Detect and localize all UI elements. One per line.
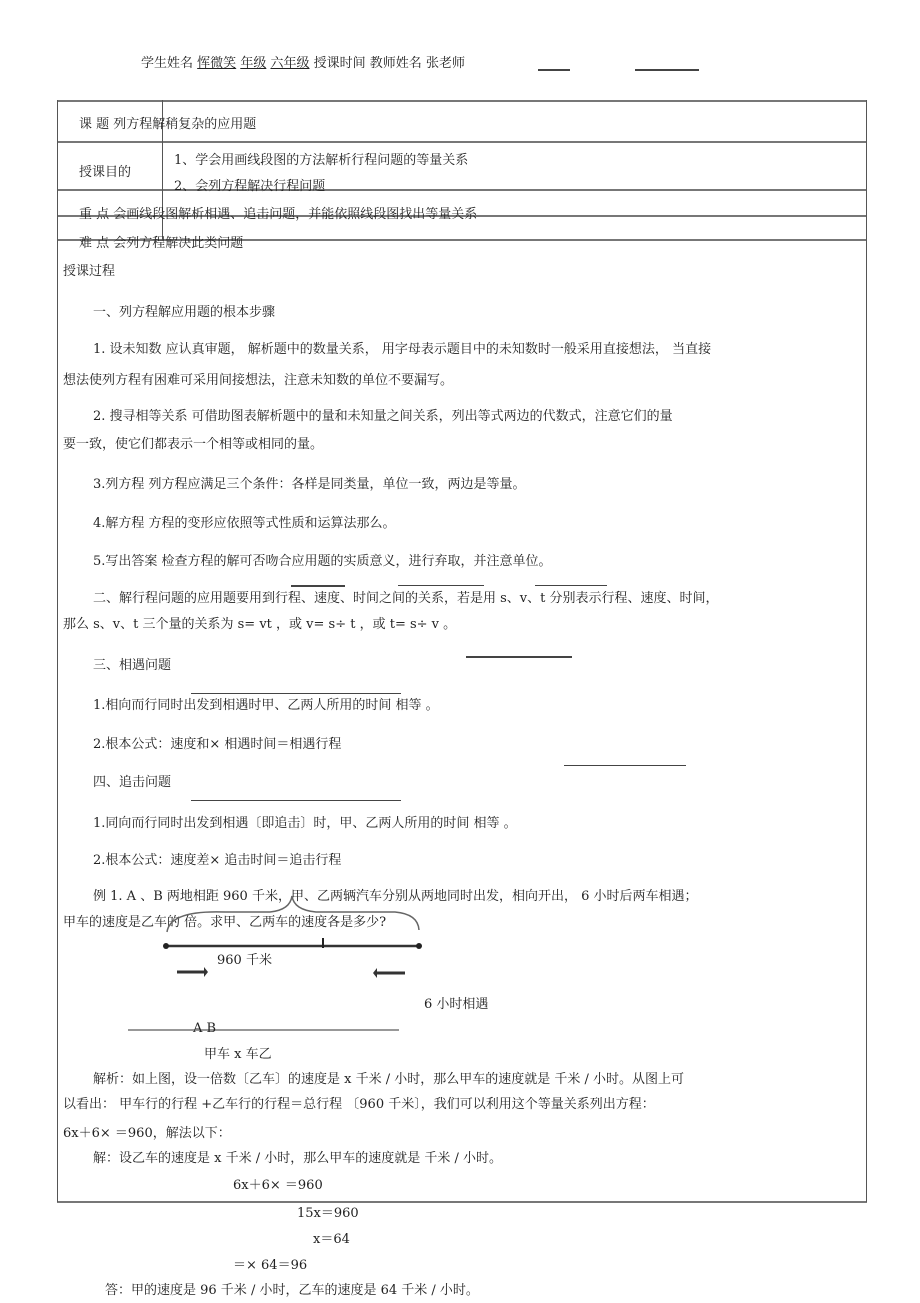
grade-value: 六年级 [270,56,310,71]
answer-text: 答：甲的速度是 96 千米 / 小时，乙车的速度是 64 千米 / 小时。 [105,1283,479,1298]
paragraph: 5.写出答案 检查方程的解可否吻合应用题的实质意义，进行弃取，并注意单位。 [93,554,552,569]
section-heading: 四、追击问题 [93,775,172,790]
brace [167,896,419,932]
ab-label: A B [193,1021,217,1036]
student-label: 学生姓名 [141,56,194,71]
section-heading: 一、列方程解应用题的根本步骤 [93,305,276,320]
example-text: 例 1. A 、B 两地相距 960 千米，甲、乙两辆汽车分别从两地同时出发，相向开出， 6 小时后两车相遇； [93,889,698,904]
section-heading: 授课过程 [63,264,116,279]
paragraph: 1.同向而行同时出发到相遇〔即追击〕时，甲、乙两人所用的时间 相等 。 [93,816,517,831]
key-points: 重 点 会画线段图解析相遇、追击问题，并能依照线段图找出等量关系 [79,207,478,222]
meet-label: 6 小时相遇 [424,997,489,1012]
endpoint [163,943,169,949]
solution-text: 解：设乙车的速度是 x 千米 / 小时，那么甲车的速度就是 千米 / 小时。 [93,1151,503,1166]
paragraph: 1. 设未知数 应认真审题， 解析题中的数量关系， 用字母表示题目中的未知数时一般采用直接想法， 当直接 [93,342,712,357]
paragraph: 1.相向而行同时出发到相遇时甲、乙两人所用的时间 相等 。 [93,698,439,713]
example-text: 甲车的速度是乙车的 倍。求甲、乙两车的速度各是多少? [63,915,387,930]
paragraph: 二、解行程问题的应用题要用到行程、速度、时间之间的关系，若是用 s、v、t 分别表示行程、速度、时间， [93,591,719,606]
purpose-item: 2、会列方程解决行程问题 [174,179,326,194]
section-heading: 三、相遇问题 [93,658,172,673]
distance-label: 960 千米 [217,953,272,968]
purpose-label: 授课目的 [79,165,132,180]
paragraph: 那么 s、v、t 三个量的关系为 s= vt ，或 v= s÷ t ，或 t= s÷ v 。 [63,617,457,632]
analysis-text: 6x＋6× ＝960，解法以下： [63,1126,231,1141]
time-label: 授课时间 [313,56,366,71]
paragraph: 2. 搜寻相等关系 可借助图表解析题中的量和未知量之间关系，列出等式两边的代数式，注意它们的量 [93,409,673,424]
equation: 15x＝960 [297,1206,359,1221]
paragraph: 想法使列方程有困难可采用间接想法，注意未知数的单位不要漏写。 [63,373,454,388]
purpose-item: 1、学会用画线段图的方法解析行程问题的等量关系 [174,153,469,168]
teacher-name: 张老师 [425,56,465,71]
paragraph: 4.解方程 方程的变形应依照等式性质和运算法那么。 [93,516,396,531]
student-name: 恽微笑 [197,56,237,71]
analysis-text: 解析：如上图，设一倍数〔乙车〕的速度是 x 千米 / 小时，那么甲车的速度就是 千米 / 小时。从图上可 [93,1072,685,1087]
endpoint [416,943,422,949]
teacher-label: 教师姓名 [369,56,422,71]
analysis-text: 以看出： 甲车行的行程 +乙车行的行程＝总行程 〔960 千米〕，我们可以利用这个等量关系列出方程： [63,1097,655,1112]
paragraph: 3.列方程 列方程应满足三个条件：各样是同类量，单位一致，两边是等量。 [93,477,526,492]
paragraph: 2.根本公式：速度差× 追击时间＝追击行程 [93,853,342,868]
grade-label: 年级 [240,56,267,71]
difficulty: 难 点 会列方程解决此类问题 [79,236,244,251]
cars-label: 甲车 x 车乙 [204,1047,272,1062]
equation: x＝64 [313,1232,350,1247]
topic: 课 题 列方程解稍复杂的应用题 [79,117,257,132]
paragraph: 要一致，使它们都表示一个相等或相同的量。 [63,437,324,452]
equation: 6x＋6× ＝960 [233,1178,323,1193]
paragraph: 2.根本公式：速度和× 相遇时间＝相遇行程 [93,737,342,752]
equation: ＝× 64＝96 [233,1258,308,1273]
